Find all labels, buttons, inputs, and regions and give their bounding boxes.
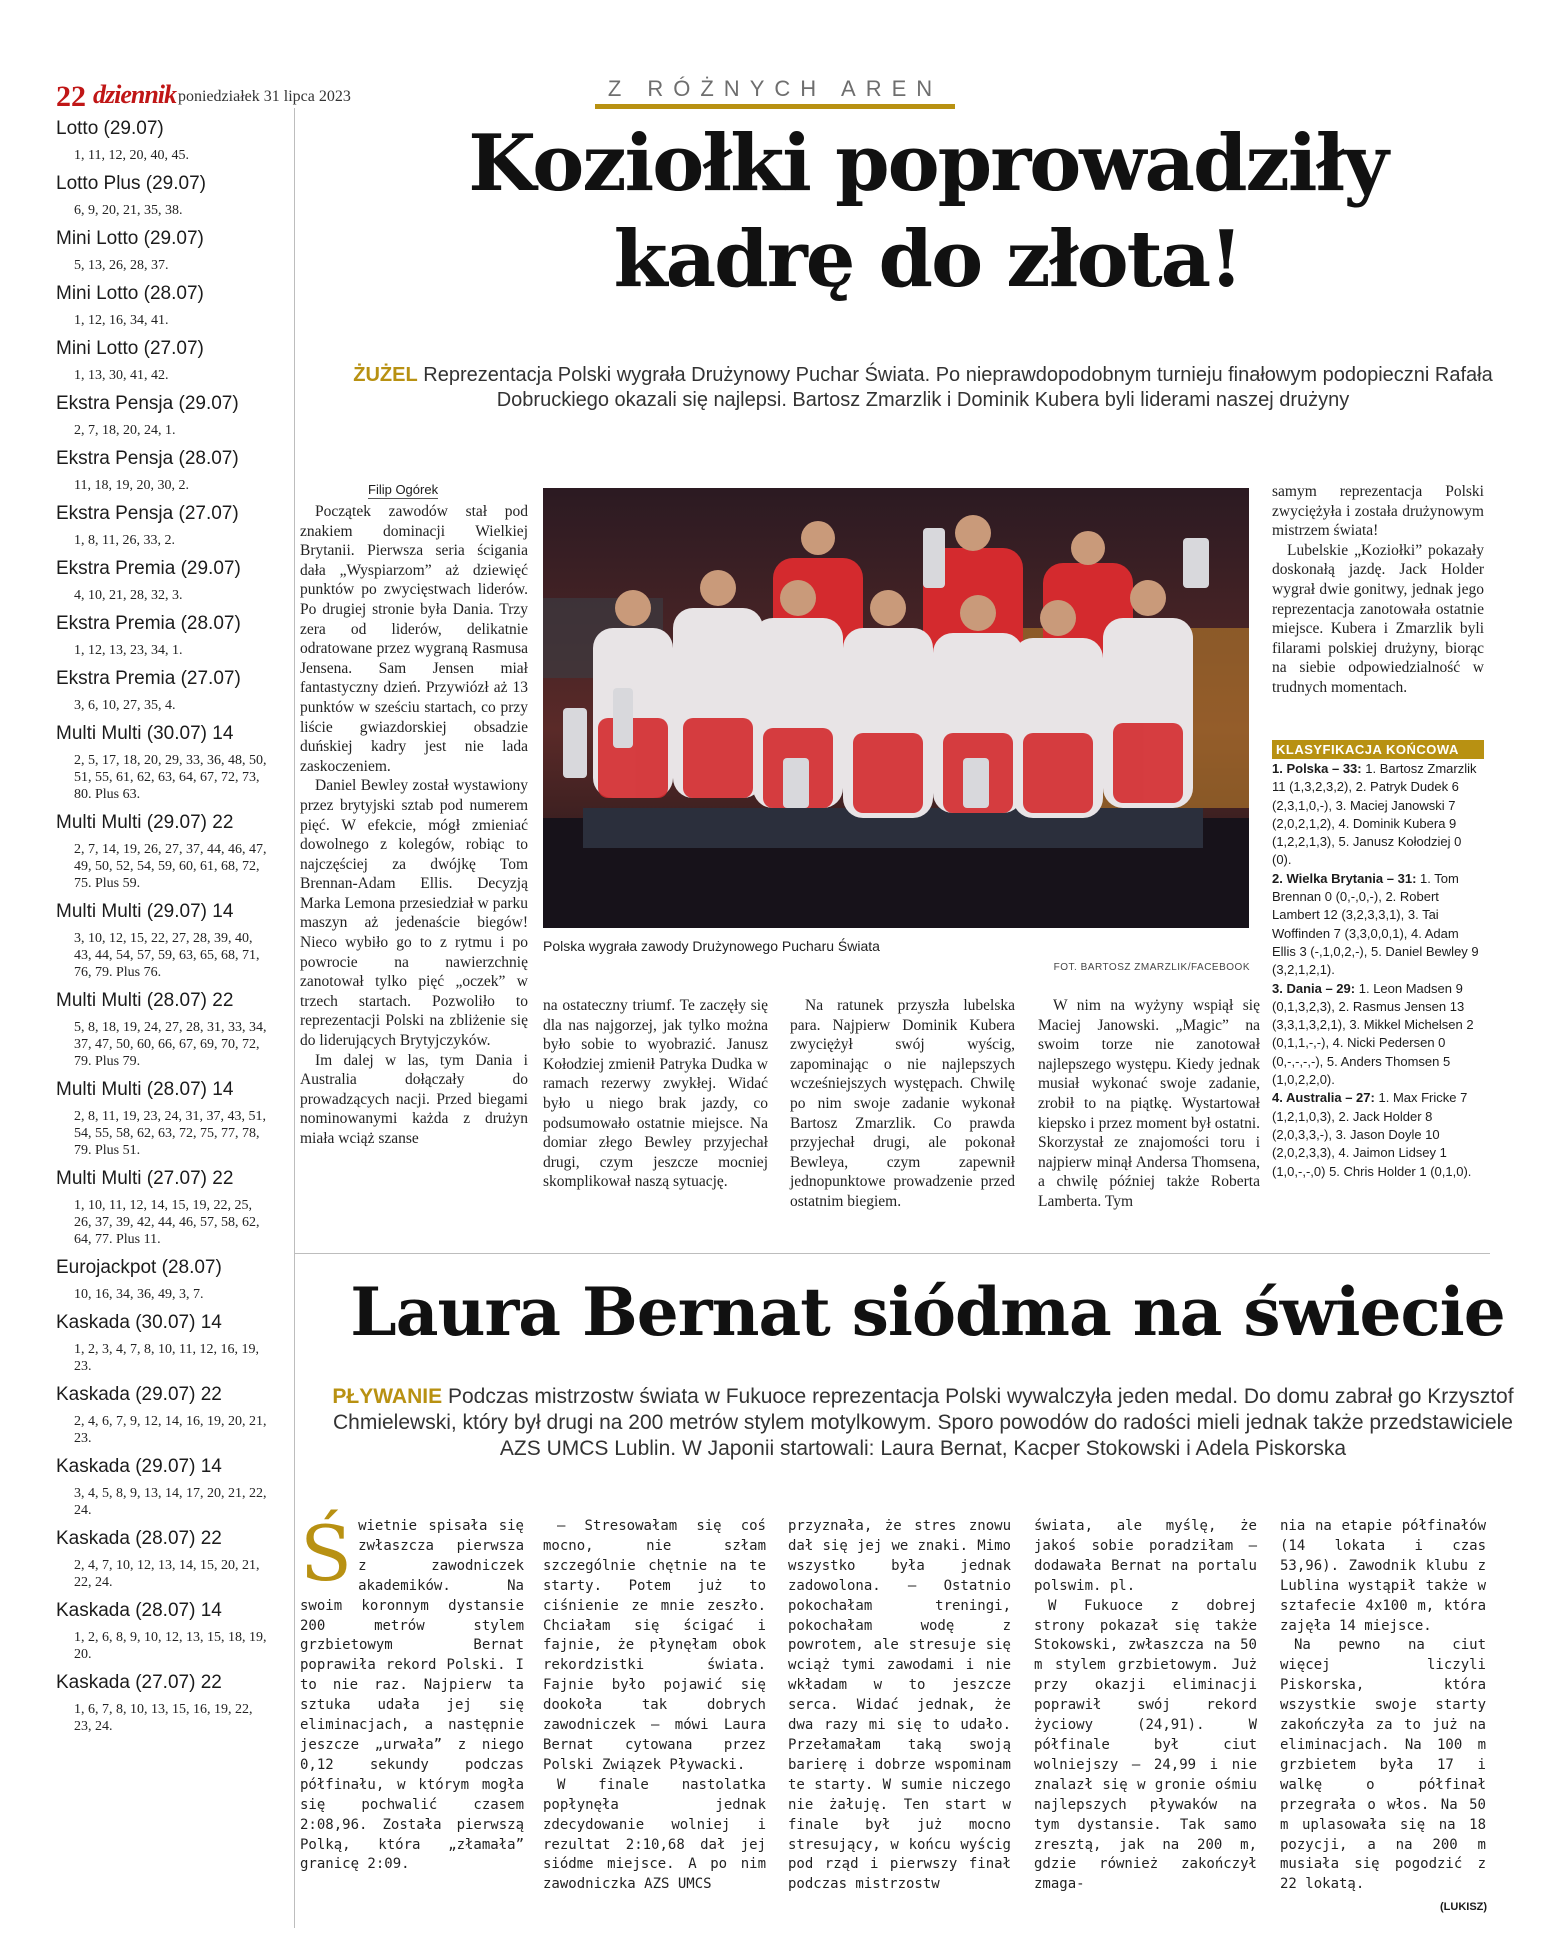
lottery-game-name: Ekstra Premia (27.07) [56, 668, 241, 689]
team-result: 1. Polska – 33: [1272, 761, 1362, 776]
page-number: 22 [56, 80, 86, 113]
paragraph: wietnie spisała się zwłaszcza pierwsza z zawodniczek akademików. Na swoim koronnym dystansie 200 metrów stylem grzbietowym Bernat poprawiła rekord Polski. I to nie raz. Najpierw ta sztuka udała jej się eliminacjach, a następnie jeszcze „urwała” z niego 0,12 sekundy podczas półfinału, w którym mogła się pochwalić czasem 2:08,96. Została pierwszą Polką, która „złamała” granicę 2:09. [300, 1518, 524, 1873]
paragraph: Początek zawodów stał pod znakiem dominacji Wielkiej Brytanii. Pierwsza seria ścigania dała „Wyspiarzom” aż dziewięć punktów po zwycięstwach liderów. Po drugiej stronie była Dania. Trzy zera od liderów, delikatnie odratowane przez wygraną Rasmusa Jensena. Sam Jensen miał fantastyczny dzień. Przywiózł aż 13 punktów w sześciu startach, co przy liście gwiazdorskiej obsadzie duńskiej kadry jest nie lada zaskoczeniem. [300, 503, 528, 775]
section-title: Z RÓŻNYCH AREN [595, 76, 955, 109]
lottery-numbers: 10, 16, 34, 36, 49, 3, 7. [74, 1287, 204, 1302]
article-divider [294, 1253, 1490, 1254]
lead-1 [318, 363, 1528, 413]
rider-scores: 1. Tom Brennan 0 (0,-,0,-), 2. Robert Lambert 12 (3,2,3,3,1), 3. Tai Woffinden 7 (3,3,0,0,1), 4. Adam Ellis 3 (-,1,0,2,-), 5. Daniel Bewley 9 (3,2,1,2,1). [1272, 870, 1479, 978]
paragraph: Im dalej w las, tym Dania i Australia dołączały do prowadzących nacji. Przed biegami nominowanymi każda z drużyn miała wciąż szanse [300, 1051, 528, 1147]
team-photo [543, 488, 1249, 928]
lottery-game-name: Mini Lotto (28.07) [56, 283, 204, 304]
classification-row [1272, 760, 1482, 870]
lead-2-text: Podczas mistrzostw świata w Fukuoce reprezentacja Polski wywalczyła jeden medal. Do domu zabrał go Krzysztof Chmielewski, który był drugi na 200 metrów stylem motylkowym. Sporo powodów do radości mieli jednak także przedstawiciele AZS UMCS Lublin. W Japonii startowali: Laura Bernat, Kacper Stokowski i Adela Piskorska [333, 1385, 1514, 1460]
lottery-numbers: 1, 10, 11, 12, 14, 15, 19, 22, 25, 26, 37, 39, 42, 44, 46, 57, 58, 62, 64, 77. Plus 11. [74, 1198, 260, 1247]
lead-1-text: Reprezentacja Polski wygrała Drużynowy Puchar Świata. Po nieprawdopodobnym turnieju finałowym podopieczni Rafała Dobruckiego okazali się najlepsi. Bartosz Zmarzlik i Dominik Kubera byli liderami naszej drużyny [423, 364, 1493, 411]
paragraph: Na ratunek przyszła lubelska para. Najpierw Dominik Kubera zwyciężył swój wyścig, zapominając o nie najlepszych wcześniejszych występach. Chwilę po nim swoje zadanie wykonał Bartosz Zmarzlik. Co prawda przyjechał drugi, ale pokonał Bewleya, czym zapewnił jednopunktowe prowadzenie przed ostatnim biegiem. [790, 997, 1015, 1210]
lottery-game-name: Kaskada (28.07) 22 [56, 1528, 222, 1549]
lottery-numbers: 3, 6, 10, 27, 35, 4. [74, 698, 176, 713]
issue-date: poniedziałek 31 lipca 2023 [178, 88, 351, 105]
photo-illustration [543, 488, 1249, 928]
paragraph: Daniel Bewley został wystawiony przez brytyjski sztab pod numerem pięć. W efekcie, mógł zmieniać dowolnego z kolegów, robiąc to najczęściej za dwójkę Tom Brennan-Adam Ellis. Decyzją Marka Lemona przesiedział w parku maszyn aż jedenaście biegów! Nieco wybiło go to z rytmu i po powrocie na nawierzchnię zanotował tylko pięć „oczek” w trzech startach. Pozwoliło to reprezentacji Polski na zbliżenie się do liderujących Brytyjczyków. [300, 777, 528, 1050]
classification-row [1272, 1089, 1482, 1180]
lottery-game-name: Kaskada (29.07) 22 [56, 1384, 222, 1405]
paragraph: na ostateczny triumf. Te zaczęły się dla nas najgorzej, jak tylko można było sobie to wyobrazić. Janusz Kołodziej zmienił Patryka Dudka w ramach rezerwy zwykłej. Widać było u niego brak jazdy, co podsumowało ostatnie miejsce. Na domiar złego Bewley przyjechał drugi, czym jeszcze mocniej skomplikował naszą sytuację. [543, 997, 768, 1191]
classification-table [1272, 760, 1482, 1181]
article-1-column-5 [1272, 482, 1484, 698]
lottery-numbers: 2, 7, 14, 19, 26, 27, 37, 44, 46, 47, 49, 50, 52, 54, 59, 60, 61, 68, 72, 75. Plus 59. [74, 842, 267, 891]
lottery-numbers: 1, 12, 16, 34, 41. [74, 313, 169, 328]
lottery-game-name: Multi Multi (28.07) 22 [56, 990, 234, 1011]
lottery-game-name: Kaskada (30.07) 14 [56, 1312, 222, 1333]
paragraph: nia na etapie półfinałów (14 lokata i czas 53,96). Zawodnik klubu z Lublina wystąpił także w sztafecie 4x100 m, która zajęła 14 miejsce. [1280, 1518, 1486, 1634]
classification-row [1272, 870, 1482, 980]
lottery-game-name: Kaskada (27.07) 22 [56, 1672, 222, 1693]
article-1-column-4 [1038, 996, 1260, 1212]
lottery-numbers: 5, 13, 26, 28, 37. [74, 258, 169, 273]
headline-1 [300, 116, 1555, 308]
lottery-game-name: Multi Multi (29.07) 22 [56, 812, 234, 833]
lottery-numbers: 3, 10, 12, 15, 22, 27, 28, 39, 40, 43, 44, 54, 57, 59, 63, 65, 68, 71, 76, 79. Plus 76. [74, 931, 260, 980]
lottery-game-name: Mini Lotto (27.07) [56, 338, 204, 359]
article-1-column-3 [790, 996, 1015, 1212]
article-2-column-1 [300, 1509, 524, 1875]
lottery-numbers: 1, 6, 7, 8, 10, 13, 15, 16, 19, 22, 23, 24. [74, 1702, 253, 1734]
paragraph: świata, ale myślę, że jakoś sobie poradziłam – dodawała Bernat na portalu polswim. pl. [1034, 1518, 1257, 1594]
lottery-numbers: 2, 8, 11, 19, 23, 24, 31, 37, 43, 51, 54, 55, 58, 62, 63, 72, 75, 77, 78, 79. Plus 51. [74, 1109, 266, 1158]
lottery-numbers: 11, 18, 19, 20, 30, 2. [74, 478, 189, 493]
rider-scores: 1. Max Fricke 7 (1,2,1,0,3), 2. Jack Holder 8 (2,0,3,3,-), 3. Jason Doyle 10 (2,0,2,3,3), 4. Jaimon Lidsey 1 (1,0,-,-,0) 5. Chris Holder 1 (0,1,0). [1272, 1090, 1472, 1179]
lead-2 [318, 1384, 1528, 1462]
newspaper-logo: dziennik [93, 80, 177, 109]
drop-cap: Ś [300, 1509, 353, 1598]
lottery-numbers: 3, 4, 5, 8, 9, 13, 14, 17, 20, 21, 22, 24. [74, 1486, 267, 1518]
classification-row [1272, 980, 1482, 1090]
lottery-game-name: Multi Multi (27.07) 22 [56, 1168, 234, 1189]
article-1-column-1 [300, 502, 528, 1149]
lottery-numbers: 1, 8, 11, 26, 33, 2. [74, 533, 175, 548]
lottery-game-name: Ekstra Pensja (29.07) [56, 393, 239, 414]
photo-credit: FOT. BARTOSZ ZMARZLIK/FACEBOOK [1053, 962, 1250, 973]
paragraph: przyznała, że stres znowu dał się jej we znaki. Mimo wszystko była jednak zadowolona. – Ostatnio pokochałam treningi, pokochałam wodę z powrotem, ale stresuje się wciąż tymi zawodami i nie wkładam w to jeszcze serca. Widać jednak, że dwa razy mi się to udało. Przełamałam taką swoją barierę i dobrze wspominam te starty. W sumie niczego nie żałuję. Ten start w finale był już mocno stresujący, w końcu wyścig pod rząd i pierwszy finał podczas mistrzostw [788, 1518, 1011, 1893]
lottery-results [56, 116, 271, 1742]
lottery-game-name: Ekstra Pensja (27.07) [56, 503, 239, 524]
lottery-numbers: 2, 5, 17, 18, 20, 29, 33, 36, 48, 50, 51, 55, 61, 62, 63, 64, 67, 72, 73, 80. Plus 63. [74, 753, 267, 802]
headline-2: Laura Bernat siódma na świecie [350, 1273, 1505, 1351]
lottery-numbers: 1, 2, 6, 8, 9, 10, 12, 13, 15, 18, 19, 20. [74, 1630, 267, 1662]
lead-2-keyword: PŁYWANIE [332, 1385, 443, 1408]
article-2-column-4 [1034, 1517, 1257, 1895]
lottery-game-name: Lotto Plus (29.07) [56, 173, 206, 194]
headline-1-line-2: kadrę do złota! [613, 214, 1242, 305]
lottery-game-name: Kaskada (29.07) 14 [56, 1456, 222, 1477]
lottery-game-name: Multi Multi (28.07) 14 [56, 1079, 234, 1100]
lottery-game-name: Ekstra Premia (28.07) [56, 613, 241, 634]
lottery-game-name: Lotto (29.07) [56, 118, 164, 139]
headline-1-line-1: Koziołki poprowadziły [468, 118, 1387, 209]
lottery-numbers: 6, 9, 20, 21, 35, 38. [74, 203, 183, 218]
paragraph: W nim na wyżyny wspiął się Maciej Janowski. „Magic” na swoim torze nie zanotował najlepszego występu. Kiedy jednak musiał wykonać swoje zadanie, zrobił to na piątkę. Wystartował kiepsko i przez moment był ostatni. Skorzystał ze znajomości toru i najpierw minął Andersa Thomsena, a chwilę później także Roberta Lamberta. Tym [1038, 997, 1260, 1210]
byline: Filip Ogórek [368, 482, 439, 497]
team-result: 3. Dania – 29: [1272, 980, 1356, 996]
paragraph: W finale nastolatka popłynęła jednak zdecydowanie wolniej i rezultat 2:10,68 dał jej siódme miejsce. A po nim zawodniczka AZS UMCS [543, 1776, 766, 1893]
lottery-game-name: Ekstra Pensja (28.07) [56, 448, 239, 469]
lottery-numbers: 1, 2, 3, 4, 7, 8, 10, 11, 12, 16, 19, 23. [74, 1342, 259, 1374]
lottery-numbers: 2, 4, 6, 7, 9, 12, 14, 16, 19, 20, 21, 23. [74, 1414, 267, 1446]
lottery-game-name: Kaskada (28.07) 14 [56, 1600, 222, 1621]
column-divider [294, 108, 295, 1928]
paragraph: samym reprezentacja Polski zwyciężyła i została drużynowym mistrzem świata! [1272, 483, 1484, 540]
paragraph: – Stresowałam się coś mocno, nie szłam szczególnie chętnie na te starty. Potem już to ciśnienie ze mnie zeszło. Chciałam się ścigać i fajnie, że płynęłam obok rekordzistki świata. Fajnie było pojawić się dookoła tak dobrych zawodniczek – mówi Laura Bernat cytowana przez Polski Związek Pływacki. [543, 1518, 766, 1773]
article-2-column-5 [1280, 1517, 1486, 1895]
team-result: 4. Australia – 27: [1272, 1090, 1375, 1106]
paragraph: Lubelskie „Koziołki” pokazały doskonałą jazdę. Jack Holder wygrał dwie gonitwy, jednak jego reprezentacja zanotowała ostatnie miejsce. Kubera i Zmarzlik byli filarami polskiej drużyny, biorąc na siebie odpowiedzialność w trudnych momentach. [1272, 541, 1484, 696]
team-result: 2. Wielka Brytania – 31: [1272, 870, 1417, 886]
lottery-game-name: Eurojackpot (28.07) [56, 1257, 222, 1278]
photo-caption: Polska wygrała zawody Drużynowego Pucharu Świata [543, 938, 880, 954]
lottery-game-name: Multi Multi (29.07) 14 [56, 901, 234, 922]
lottery-numbers: 1, 13, 30, 41, 42. [74, 368, 169, 383]
author-signature: (LUKISZ) [1440, 1901, 1488, 1913]
article-2-column-2 [543, 1517, 766, 1895]
classification-title: KLASYFIKACJA KOŃCOWA [1272, 740, 1484, 759]
article-2-column-3 [788, 1517, 1011, 1895]
paragraph: Na pewno na ciut więcej liczyli Piskorska, która wszystkie swoje starty zakończyła za to już na eliminacjach. Na 100 m grzbietem była 17 i walkę o półfinał przegrała o włos. Na 50 m uplasowała się na 18 pozycji, a na 200 m musiała się pogodzić z 22 lokatą. [1280, 1637, 1486, 1893]
lottery-numbers: 4, 10, 21, 28, 32, 3. [74, 588, 183, 603]
lottery-game-name: Mini Lotto (29.07) [56, 228, 204, 249]
rider-scores: 1. Bartosz Zmarzlik 11 (1,3,2,3,2), 2. Patryk Dudek 6 (2,3,1,0,-), 3. Maciej Janowski 7 (2,0,2,1,2), 4. Dominik Kubera 9 (1,2,2,1,3), 5. Janusz Kołodziej 0 (0). [1272, 761, 1477, 868]
lottery-game-name: Multi Multi (30.07) 14 [56, 723, 234, 744]
lottery-game-name: Ekstra Premia (29.07) [56, 558, 241, 579]
rider-scores: 1. Leon Madsen 9 (0,1,3,2,3), 2. Rasmus Jensen 13 (3,3,1,3,2,1), 3. Mikkel Michelsen 2 (0,1,1,-,-), 4. Nicki Pedersen 0 (0,-,-,-,-), 5. Anders Thomsen 5 (1,0,2,2,0). [1272, 980, 1474, 1088]
article-1-column-2 [543, 996, 768, 1192]
lottery-numbers: 2, 7, 18, 20, 24, 1. [74, 423, 176, 438]
lead-1-keyword: ŻUŻEL [353, 364, 418, 386]
lottery-numbers: 1, 11, 12, 20, 40, 45. [74, 148, 189, 163]
lottery-numbers: 5, 8, 18, 19, 24, 27, 28, 31, 33, 34, 37, 47, 50, 60, 66, 67, 69, 70, 72, 79. Plus 79. [74, 1020, 267, 1069]
lottery-numbers: 1, 12, 13, 23, 34, 1. [74, 643, 183, 658]
paragraph: W Fukuoce z dobrej strony pokazał się także Stokowski, zwłaszcza na 50 m stylem grzbietowym. Już przy okazji eliminacji poprawił swój rekord życiowy (24,91). W półfinale był ciut wolniejszy – 24,99 i nie znalazł się w gronie ośmiu najlepszych pływaków na tym dystansie. Tak samo zresztą, jak na 200 m, gdzie również zakończył zmaga- [1034, 1597, 1257, 1893]
lottery-numbers: 2, 4, 7, 10, 12, 13, 14, 15, 20, 21, 22, 24. [74, 1558, 260, 1590]
